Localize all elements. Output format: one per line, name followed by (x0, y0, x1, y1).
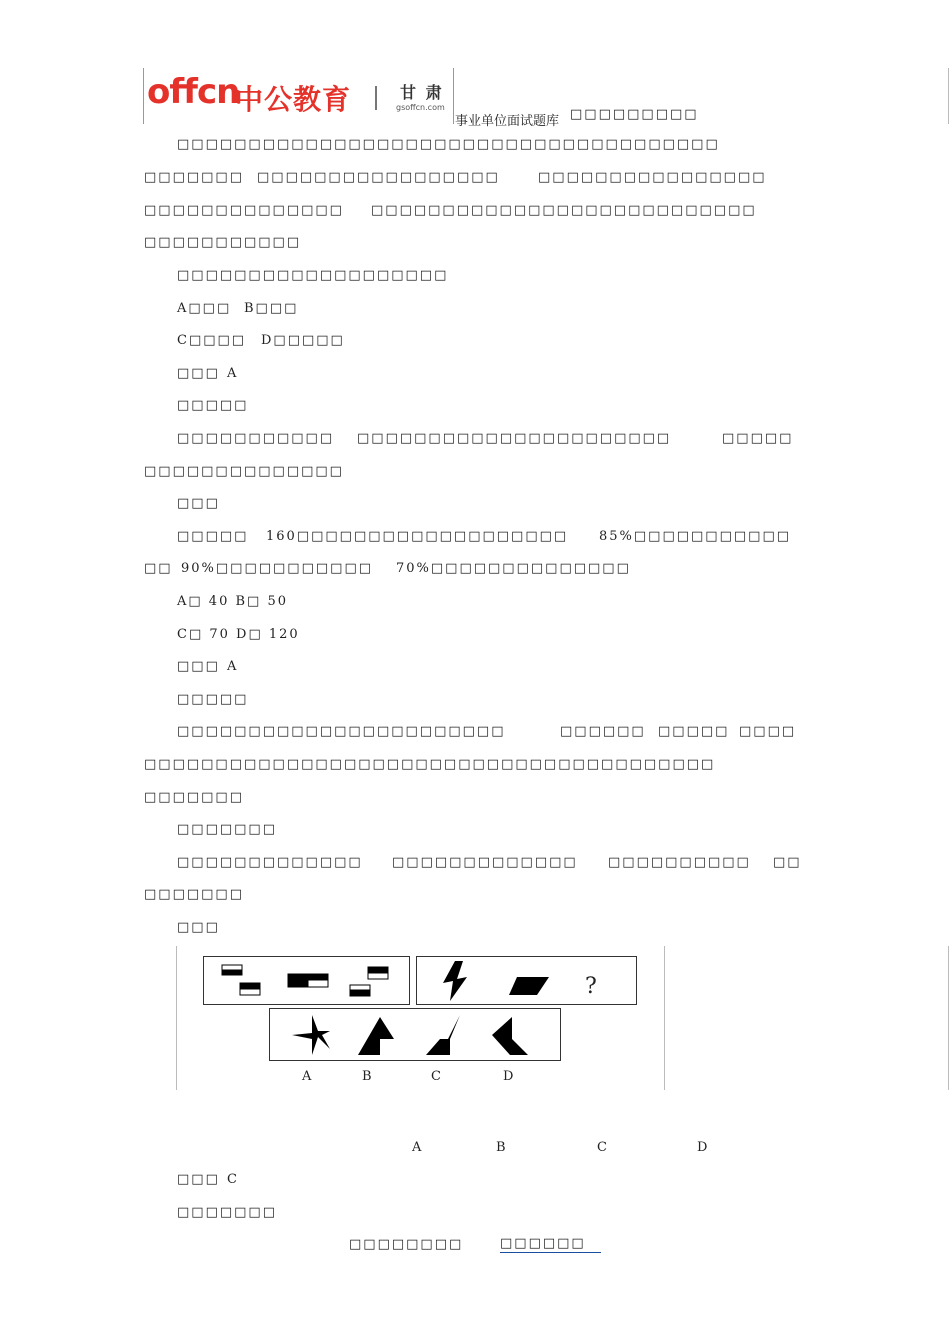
text-line: □□□□□□□□□□□□□ (177, 855, 363, 870)
bolt-shapes-figure (417, 957, 636, 1004)
figure-label-d: D (503, 1069, 514, 1084)
option-a: A□□□ (177, 301, 232, 316)
region-name: 甘 肃 (400, 83, 444, 102)
logo-divider (375, 86, 377, 110)
caption-label-b: B (496, 1140, 508, 1155)
text-line: 160□□□□□□□□□□□□□□□□□□□ (266, 529, 569, 544)
analysis-label: □□□□□ (177, 692, 249, 707)
figure-right-rule (664, 946, 665, 1090)
text-line: □□□□□ (177, 529, 249, 544)
header-title: 事业单位面试题库 (455, 114, 560, 129)
answer-label: □□□ (177, 366, 220, 381)
options-row-1: A□ 40 B□ 50 (177, 594, 288, 609)
text-line: □□□□□□□□□□□□□□□□□□□□□□□□□□□ (371, 203, 757, 218)
caption-label-a: A (412, 1140, 424, 1155)
caption-label-d: D (697, 1140, 710, 1155)
text-line: □□□□□□□□□□□□□□ (144, 464, 344, 479)
offcn-logo-cn: 中公教育 (235, 83, 352, 116)
footer-link[interactable]: □□□□□□ (500, 1236, 601, 1253)
answer-value: A (227, 659, 239, 674)
figure-label-b: B (362, 1069, 372, 1084)
option-c: C□□□□ (177, 333, 247, 348)
header-title-tail: □□□□□□□□□ (570, 107, 699, 122)
answer-label: □□□ (177, 659, 220, 674)
answer-value: A (227, 366, 239, 381)
text-line: □□□□□□□□□□□□□□□□□□□□□□□ (177, 724, 506, 739)
text-line: □□□□□□□□□□□□□□□□□ (257, 170, 500, 185)
text-line: 70%□□□□□□□□□□□□□□ (396, 561, 631, 576)
question-label: □□□ (177, 920, 220, 935)
site-url: gsoffcn.com (396, 103, 445, 112)
text-line: □□□□ (739, 724, 797, 739)
text-line: □□ (773, 855, 802, 870)
analysis-label: □□□□□ (177, 398, 249, 413)
options-row-2: C□ 70 D□ 120 (177, 627, 300, 642)
figure-label-c: C (431, 1069, 441, 1084)
question-mark: ? (585, 974, 597, 999)
question-1: □□□□□□□□□□□□□□□□□□□ (177, 268, 449, 283)
text-line: □□□□□□□□□□□□□ (392, 855, 578, 870)
figure-options-box (269, 1008, 561, 1061)
stair-shapes-figure (204, 957, 409, 1004)
answer-value: C (227, 1172, 239, 1187)
text-line: □□□□□□□□□□ (608, 855, 751, 870)
analysis-label: □□□□□□□ (177, 1205, 277, 1220)
text-line: □□ (144, 561, 173, 576)
text-line: □□□□□□□□□□□□□□□□ (538, 170, 767, 185)
page-right-rule (948, 68, 949, 124)
figure-left-rule (176, 946, 177, 1090)
text-line: □□□□□□ (560, 724, 646, 739)
logo-left-rule (143, 68, 144, 124)
text-line: □□□□□ (722, 431, 794, 446)
caption-label-c: C (597, 1140, 609, 1155)
text-line: 85%□□□□□□□□□□□ (599, 529, 792, 544)
section-label: □□□□□□□ (177, 822, 277, 837)
text-line: □□□□□□□□□□□ (144, 235, 302, 250)
option-shapes-figure (270, 1009, 560, 1060)
text-line: □□□□□□□□□□□□□□□□□□□□□□ (357, 431, 672, 446)
footer-text: □□□□□□□□ (349, 1237, 464, 1252)
figure-sequence-box-2 (416, 956, 637, 1005)
figure-sequence-box-1 (203, 956, 410, 1005)
section-label: □□□ (177, 496, 220, 511)
figure-label-a: A (302, 1069, 312, 1084)
text-line: □□□□□□□□□□□ (177, 431, 335, 446)
logo-right-rule (453, 68, 454, 124)
text-line: □□□□□□□□□□□□□□ (144, 203, 344, 218)
text-line: □□□□□□□ (144, 790, 244, 805)
text-line: □□□□□ (658, 724, 730, 739)
option-b: B□□□ (244, 301, 299, 316)
text-line: □□□□□□□□□□□□□□□□□□□□□□□□□□□□□□□□□□□□□□□□ (144, 757, 716, 772)
text-line: □□□□□□□ (144, 170, 244, 185)
answer-label: □□□ (177, 1172, 220, 1187)
text-line: □□□□□□□□□□□□□□□□□□□□□□□□□□□□□□□□□□□□□□ (177, 137, 720, 152)
offcn-logo: offcn (147, 72, 240, 112)
page-right-rule (948, 946, 949, 1090)
text-line: □□□□□□□ (144, 887, 244, 902)
text-line: 90%□□□□□□□□□□□ (181, 561, 374, 576)
option-d: D□□□□□ (261, 333, 345, 348)
